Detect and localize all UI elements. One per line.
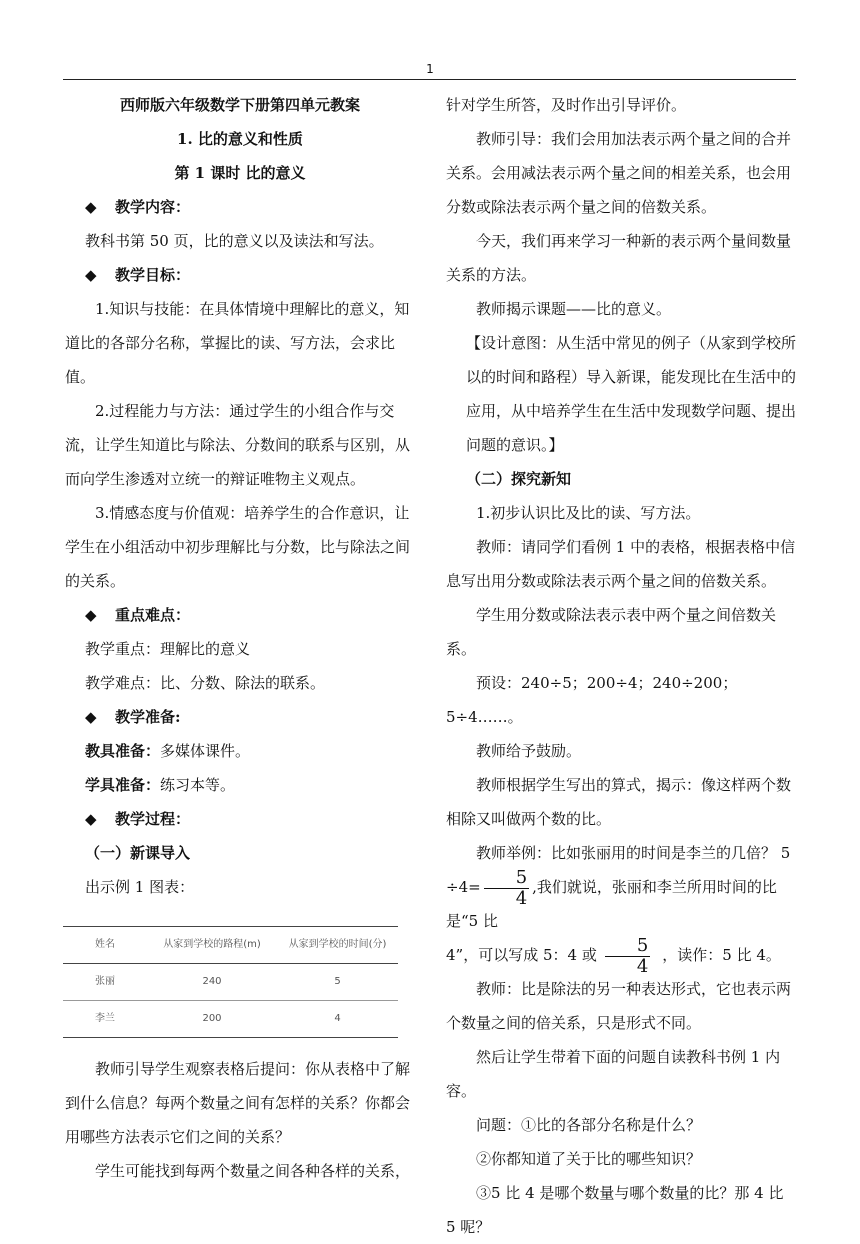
heading-key-points: ◆ 重点难点： — [65, 598, 415, 632]
prep-teacher: 教具准备：多媒体课件。 — [85, 742, 251, 760]
heading-process: ◆ 教学过程： — [65, 802, 415, 836]
doc-title: 西师版六年级数学下册第四单元教案 — [119, 96, 360, 114]
header-rule — [63, 79, 796, 80]
show-example-text: 出示例 1 图表： — [85, 878, 195, 896]
question: ②你都知道了关于比的哪些知识？ — [476, 1150, 702, 1168]
paragraph: 教师引导：我们会用加法表示两个量之间的合并关系。会用减法表示两个量之间的相差关系，也会用分数或除法表示两个量之间的倍数关系。 — [446, 130, 792, 216]
table-cell: 200 — [202, 1013, 222, 1024]
design-intent: 【设计意图：从生活中常见的例子（从家到学校所以的时间和路程）导入新课，能发现比在生活中的应用，从中培养学生在生活中发现数学问题、提出问题的意识。】 — [466, 334, 797, 454]
paragraph: 教师引导学生观察表格后提问：你从表格中了解到什么信息？每两个数量之间有怎样的关系？你都会用哪些方法表示它们之间的关系？ — [65, 1060, 411, 1146]
heading-preparation: ◆ 教学准备: — [65, 700, 415, 734]
goal-3: 3.情感态度与价值观：培养学生的合作意识，让学生在小组活动中初步理解比与分数，比与除法之间的关系。 — [65, 504, 411, 590]
table-cell: 240 — [202, 976, 222, 987]
paragraph: 今天，我们再来学习一种新的表示两个量间数量关系的方法。 — [446, 232, 792, 284]
table-header-cell: 从家到学校的路程(m) — [163, 939, 261, 950]
table-cell: 李兰 — [95, 1013, 115, 1024]
question: 问题：①比的各部分名称是什么？ — [476, 1116, 702, 1134]
goal-2: 2.过程能力与方法：通过学生的小组合作与交流，让学生知道比与除法、分数间的联系与区别，从而向学生渗透对立统一的辩证唯物主义观点。 — [65, 402, 411, 488]
paragraph: 教师根据学生写出的算式，揭示：像这样两个数相除又叫做两个数的比。 — [446, 776, 792, 828]
paragraph: 教师：比是除法的另一种表达形式，它也表示两个数量之间的倍关系，只是形式不同。 — [446, 980, 792, 1032]
key-point-2: 教学难点：比、分数、除法的联系。 — [85, 674, 326, 692]
fraction: $\frac{5}{4}$ — [484, 868, 529, 909]
paragraph: 学生可能找到每两个数量之间各种各样的关系， — [95, 1162, 411, 1180]
goal-1: 1.知识与技能：在具体情境中理解比的意义，知道比的各部分名称，掌握比的读、写方法，会求比值。 — [65, 300, 410, 386]
diamond-bullet-icon: ◆ — [85, 606, 97, 624]
heading-content: ◆ 教学内容： — [65, 190, 415, 224]
table-cell: 张丽 — [95, 976, 115, 987]
paragraph: 教师揭示课题——比的意义。 — [476, 300, 672, 318]
table-header-cell: 从家到学校的时间(分) — [288, 939, 387, 950]
paragraph: 针对学生所答，及时作出引导评价。 — [446, 96, 687, 114]
prep-student: 学具准备：练习本等。 — [85, 776, 236, 794]
example-table-wrap — [63, 926, 415, 1038]
diamond-bullet-icon: ◆ — [85, 810, 97, 828]
table-header-row — [63, 927, 398, 964]
table-cell: 4 — [334, 1013, 341, 1024]
diamond-bullet-icon: ◆ — [85, 198, 97, 216]
left-column — [65, 88, 415, 1188]
table-header-cell: 姓名 — [95, 939, 115, 950]
diamond-bullet-icon: ◆ — [85, 266, 97, 284]
right-column — [446, 88, 796, 1244]
lesson-title: 第 1 课时 比的意义 — [174, 164, 306, 182]
table-row — [63, 1001, 398, 1038]
paragraph: 然后让学生带着下面的问题自读教科书例 1 内容。 — [446, 1048, 781, 1100]
question: ③5 比 4 是哪个数量与哪个数量的比？那 4 比 5 呢？ — [446, 1184, 784, 1236]
paragraph: 教师给予鼓励。 — [476, 742, 582, 760]
fraction: $\frac{5}{4}$ — [605, 936, 650, 977]
heading-goals: ◆ 教学目标： — [65, 258, 415, 292]
paragraph: 教师：请同学们看例 1 中的表格，根据表格中信息写出用分数或除法表示两个量之间的倍数关系。 — [446, 538, 796, 590]
subheading-intro: （一）新课导入 — [85, 844, 191, 862]
diamond-bullet-icon: ◆ — [85, 708, 97, 726]
paragraph: 学生用分数或除法表示表中两个量之间倍数关系。 — [446, 606, 777, 658]
page-number: 1 — [426, 62, 434, 76]
key-point-1: 教学重点：理解比的意义 — [85, 640, 251, 658]
table-cell: 5 — [334, 976, 341, 987]
example-table — [63, 926, 398, 1038]
example-paragraph: 教师举例：比如张丽用的时间是李兰的几倍？ 5 ÷4= $\frac{5}{4}$ ,我们就说，张丽和李兰所用时间的比是“5 比 4”，可以写成 5：4 或 $\frac{5}{4}$ ，读作：5 比 4。 — [446, 844, 791, 977]
content-text: 教科书第 50 页，比的意义以及读法和写法。 — [85, 232, 384, 250]
section-title: 1. 比的意义和性质 — [177, 130, 303, 148]
paragraph: 预设：240÷5；200÷4；240÷200；5÷4……。 — [446, 674, 738, 726]
table-row — [63, 964, 398, 1001]
subheading-explore: （二）探究新知 — [466, 470, 572, 488]
paragraph: 1.初步认识比及比的读、写方法。 — [476, 504, 701, 522]
